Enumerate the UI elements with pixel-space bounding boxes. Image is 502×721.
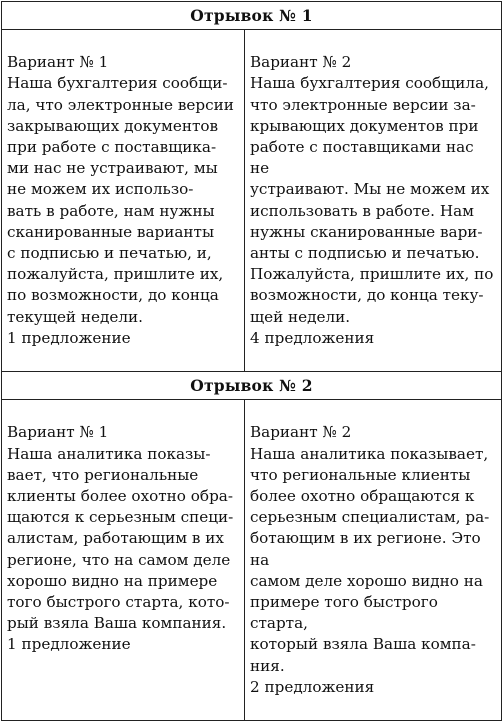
excerpt-1-variant-1-text: Наша бухгалтерия сообщи- ла, что электронные версии закрывающих документов при работе с поставщика- ми нас не устраивают, мы не можем их использо- вать в работе, нам нужны сканированные варианты с подписью и печатью, и, пожалуйста, пришлите их, по возможности, до конца текущей недели.: [7, 74, 234, 326]
excerpt-2-variant-2-cell: [245, 400, 502, 721]
excerpt-2-variant-2-text: Наша аналитика показывает, что региональные клиенты более охотно обращаются к серьезным специалистам, ра- ботающим в их регионе. Это на самом деле хорошо видно на примере того быстрого старта, который взяла Ваша компа- ния.: [250, 444, 490, 675]
excerpt-2-variant-2-content: [250, 401, 497, 719]
excerpt-1-body-row: [2, 30, 502, 372]
excerpt-1-variant-2-content: [250, 31, 497, 370]
excerpt-1-title: Отрывок № 1: [2, 2, 502, 30]
excerpt-2-body-row: [2, 400, 502, 721]
excerpt-1-variant-1-count: 1 предложение: [7, 328, 131, 347]
excerpt-2-variant-1-cell: [2, 400, 245, 721]
excerpt-1-variant-1-content: [7, 31, 240, 370]
excerpt-1-variant-2-label: Вариант № 2: [250, 53, 352, 72]
excerpt-1-variant-2-text: Наша бухгалтерия сообщила, что электронные версии за- крывающих документов при работе с поставщиками нас не устраивают. Мы не можем их использовать в работе. Нам нужны сканированные вари- анты с подписью и печатью. Пожалуйста, пришлите их, по возможности, до конца теку- щей недели.: [250, 74, 494, 326]
comparison-table: [1, 1, 502, 721]
excerpt-2-header-row: [2, 372, 502, 400]
excerpt-2-variant-1-content: [7, 401, 240, 677]
excerpt-1-variant-1-label: Вариант № 1: [7, 53, 109, 72]
excerpt-1-variant-1-cell: [2, 30, 245, 372]
excerpt-2-title: Отрывок № 2: [2, 372, 502, 400]
excerpt-2-variant-1-count: 1 предложение: [7, 635, 131, 654]
excerpt-1-variant-2-count: 4 предложения: [250, 328, 375, 347]
excerpt-2-variant-2-count: 2 предложения: [250, 677, 375, 696]
excerpt-1-header-row: [2, 2, 502, 30]
excerpt-2-variant-1-text: Наша аналитика показы- вает, что региональные клиенты более охотно обра- щаются к серьезным специ- алистам, работающим в их регионе, что на самом деле хорошо видно на примере того быстрого старта, кото- рый взяла Ваша компания.: [7, 444, 234, 633]
excerpt-2-variant-1-label: Вариант № 1: [7, 423, 109, 442]
excerpt-1-variant-2-cell: [245, 30, 502, 372]
excerpt-2-variant-2-label: Вариант № 2: [250, 423, 352, 442]
